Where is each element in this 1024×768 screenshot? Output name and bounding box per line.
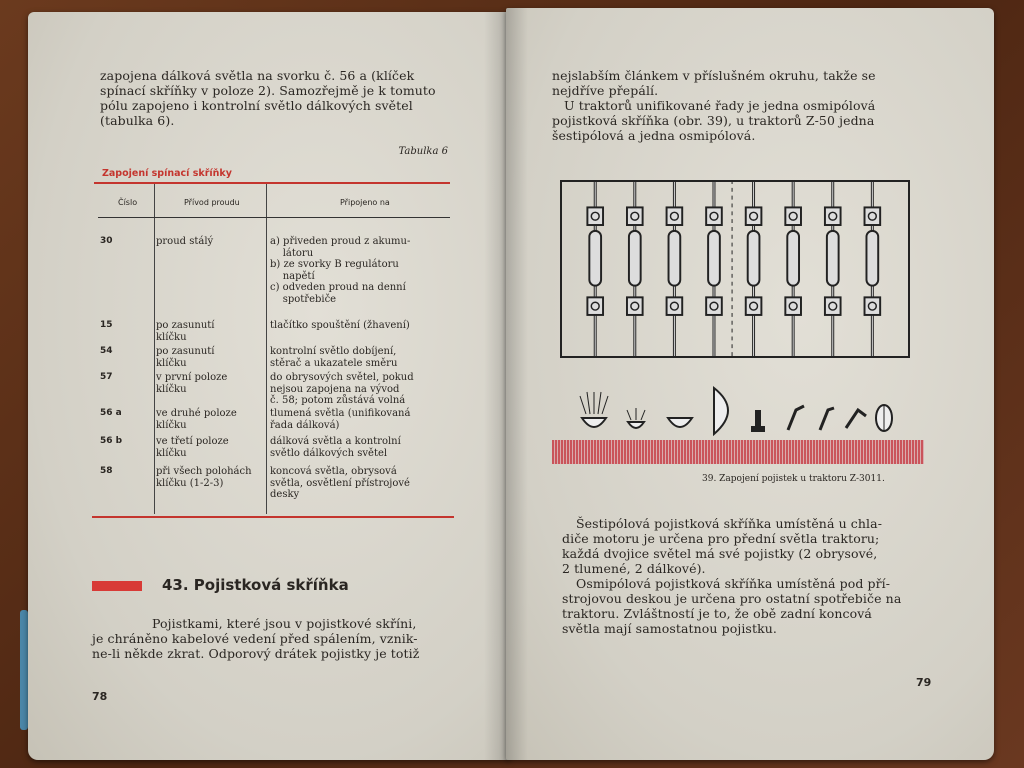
table-cell: tlumená světla (unifikovaná řada dálková) [270, 408, 411, 431]
horn-icon [846, 410, 866, 428]
table-col-divider [266, 184, 267, 514]
intro-paragraph [100, 68, 460, 128]
text-line: šestipólová a jedna osmipólová. [552, 128, 756, 143]
headlight-bright-icon [580, 392, 608, 427]
table-cell: proud stálý [156, 236, 214, 247]
page-number-right: 79 [916, 676, 932, 689]
section-marker [92, 581, 142, 591]
table-cell: po zasunutí klíčku [156, 320, 215, 343]
text-line: nejdříve přepálí. [552, 83, 659, 98]
wiper-icon [788, 406, 804, 430]
rear-light-icon [876, 405, 892, 431]
lamp-icon [668, 418, 692, 427]
body-paragraph: Šestipólová pojistková skříňka umístěná u chla- diče motoru je určena pro přední světla traktoru; každá dvojice světel má své pojistky (2 obrysové, 2 tlumené, 2 dálkové). [562, 516, 883, 576]
headlight-dim-icon [627, 408, 645, 428]
text-line: je chráněno kabelové vedení před spálením, vznik- [92, 631, 418, 646]
table-cell: koncová světla, obrysová světla, osvětlení přístrojové desky [270, 466, 410, 500]
table-cell: ve druhé poloze klíčku [156, 408, 237, 431]
text-line: zapojena dálková světla na svorku č. 56 a (klíček [100, 68, 415, 83]
fuse-box-diagram [560, 180, 910, 358]
table-col-divider [154, 184, 155, 514]
table-cell: 57 [100, 372, 113, 382]
table-cell: po zasunutí klíčku [156, 346, 215, 369]
table-top-rule [94, 182, 450, 184]
book-spine-edge [20, 610, 28, 730]
text-line: U traktorů unifikované řady je jedna osmipólová [564, 98, 876, 113]
figure-caption: 39. Zapojení pojistek u traktoru Z-3011. [702, 474, 885, 484]
text-line: Pojistkami, které jsou v pojistkové skříni, [152, 616, 417, 631]
table-cell: 54 [100, 346, 113, 356]
fuse [746, 182, 762, 356]
table-cell: v první poloze klíčku [156, 372, 228, 395]
fuse [627, 182, 643, 356]
table-cell: tlačítko spouštění (žhavení) [270, 320, 410, 331]
table-cell: ve třetí poloze klíčku [156, 436, 229, 459]
figure-red-strip [552, 440, 924, 464]
fuse [587, 182, 603, 356]
fuse [825, 182, 841, 356]
table-header-number: Číslo [118, 198, 138, 207]
table-title: Zapojení spínací skříňky [102, 168, 232, 179]
table-cell: kontrolní světlo dobíjení, stěrač a ukazatele směru [270, 346, 398, 369]
text-line: ne-li někde zkrat. Odporový drátek pojistky je totiž [92, 646, 420, 661]
left-page [28, 12, 510, 760]
consumer-icons-row [572, 380, 902, 436]
table-cell: do obrysových světel, pokud nejsou zapojena na vývod č. 58; potom zůstává volná [270, 372, 414, 406]
fuse [706, 182, 722, 356]
text-line: (tabulka 6). [100, 113, 175, 128]
text-line: pojistková skříňka (obr. 39), u traktorů Z-50 jedna [552, 113, 875, 128]
right-top-paragraph [552, 68, 942, 143]
table-bottom-rule [92, 516, 454, 518]
table-header-connected: Připojeno na [340, 198, 390, 207]
fuse [667, 182, 683, 356]
right-page [506, 8, 994, 760]
table-cell: 56 b [100, 436, 123, 446]
table-header-supply: Přívod proudu [184, 198, 240, 207]
text-line: spínací skříňky v poloze 2). Samozřejmě je k tomuto [100, 83, 436, 98]
section-heading: 43. Pojistková skříňka [162, 576, 349, 594]
table-header-rule [98, 217, 450, 218]
turn-signal-icon [820, 408, 834, 430]
switch-icon [751, 410, 765, 432]
fuse [865, 182, 881, 356]
body-paragraph: Osmipólová pojistková skříňka umístěná pod pří- strojovou deskou je určena pro ostatní spotřebiče na traktoru. Zvláštností je to, že obě zadní koncová světla mají samostatnou pojistku. [562, 576, 902, 636]
table-cell: 30 [100, 236, 113, 246]
table-cell: a) přiveden proud z akumu- látoru b) ze svorky B regulátoru napětí c) odveden proud na denní spotřebiče [270, 236, 411, 305]
text-line: nejslabším článkem v příslušném okruhu, takže se [552, 68, 876, 83]
page-number-left: 78 [92, 690, 108, 703]
section-paragraph [92, 616, 462, 661]
fuse [785, 182, 801, 356]
table-cell: 15 [100, 320, 113, 330]
text-line: pólu zapojeno i kontrolní světlo dálkových světel [100, 98, 413, 113]
table-cell: při všech polohách klíčku (1-2-3) [156, 466, 252, 489]
right-body [562, 516, 927, 636]
table-cell: 58 [100, 466, 113, 476]
gauge-icon [714, 388, 728, 434]
table-cell: dálková světla a kontrolní světlo dálkových světel [270, 436, 401, 459]
table-cell: 56 a [100, 408, 122, 418]
table-number: Tabulka 6 [398, 146, 448, 157]
